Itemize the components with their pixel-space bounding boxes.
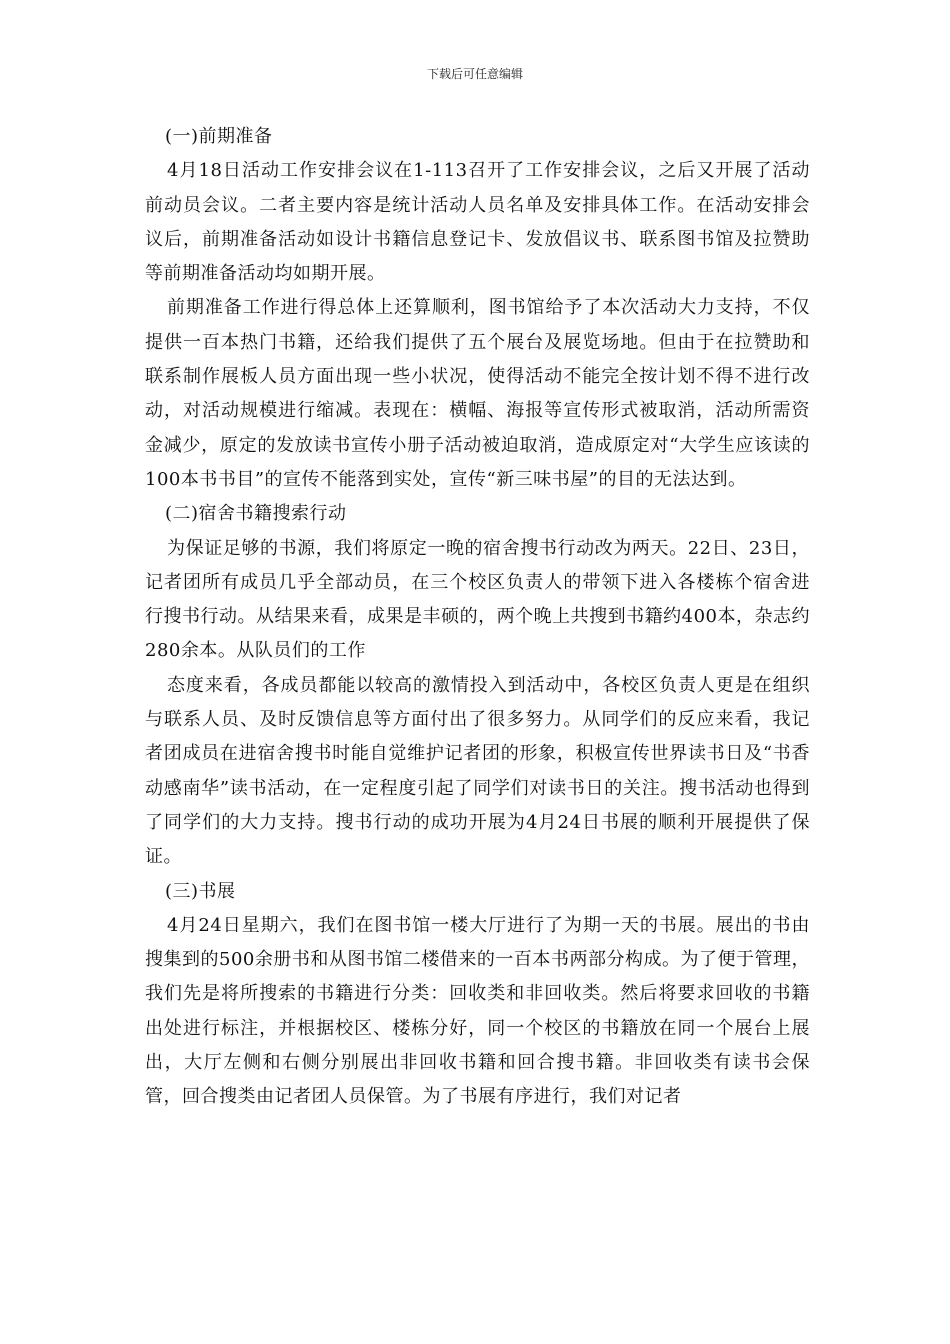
section-preparation — [145, 120, 810, 497]
section-heading: (一)前期准备 — [165, 126, 273, 147]
section-book-exhibition — [145, 875, 810, 1115]
section-heading: (三)书展 — [165, 880, 236, 902]
section-heading: (二)宿舍书籍搜索行动 — [165, 503, 347, 525]
paragraph: 4月24日星期六，我们在图书馆一楼大厅进行了为期一天的书展。展出的书由搜集到的500余册书和从图书馆二楼借来的一百本书两部分构成。为了便于管理，我们先是将所搜索的书籍进行分类：回收类和非回收类。然后将要求回收的书籍出处进行标注，并根据校区、楼栋分好，同一个校区的书籍放在同一个展台上展出，大厅左侧和右侧分别展出非回收书籍和回合搜书籍。非回收类有读书会保管，回合搜类由记者团人员保管。为了书展有序进行，我们对记者 — [145, 914, 810, 1108]
page-header: 下载后可任意编辑 — [426, 67, 523, 81]
paragraph: 为保证足够的书源，我们将原定一晚的宿舍搜书行动改为两天。22日、23日，记者团所有成员几乎全部动员，在三个校区负责人的带领下进入各楼栋个宿舍进行搜书行动。从结果来看，成果是丰硕的，两个晚上共搜到书籍约400本，杂志约280余本。从队员们的工作 — [145, 537, 810, 662]
paragraph: 4月18日活动工作安排会议在1-113召开了工作安排会议，之后又开展了活动前动员会议。二者主要内容是统计活动人员名单及安排具体工作。在活动安排会议后，前期准备活动如设计书籍信息登记卡、发放倡议书、联系图书馆及拉赞助等前期准备活动均如期开展。 — [145, 160, 810, 285]
paragraph: 态度来看，各成员都能以较高的激情投入到活动中，各校区负责人更是在组织与联系人员、及时反馈信息等方面付出了很多努力。从同学们的反应来看，我记者团成员在进宿舍搜书时能自觉维护记者团的形象，积极宣传世界读书日及“书香动感南华”读书活动，在一定程度引起了同学们对读书日的关注。搜书活动也得到了同学们的大力支持。搜书行动的成功开展为4月24日书展的顺利开展提供了保证。 — [145, 674, 810, 868]
document-body — [145, 120, 810, 1115]
section-dorm-book-search — [145, 497, 810, 874]
paragraph: 前期准备工作进行得总体上还算顺利，图书馆给予了本次活动大力支持，不仅提供一百本热门书籍，还给我们提供了五个展台及展览场地。但由于在拉赞助和联系制作展板人员方面出现一些小状况，使得活动不能完全按计划不得不进行改动，对活动规模进行缩减。表现在：横幅、海报等宣传形式被取消，活动所需资金减少，原定的发放读书宣传小册子活动被迫取消，造成原定对“大学生应该读的100本书书目”的宣传不能落到实处，宣传“新三味书屋”的目的无法达到。 — [145, 297, 810, 490]
